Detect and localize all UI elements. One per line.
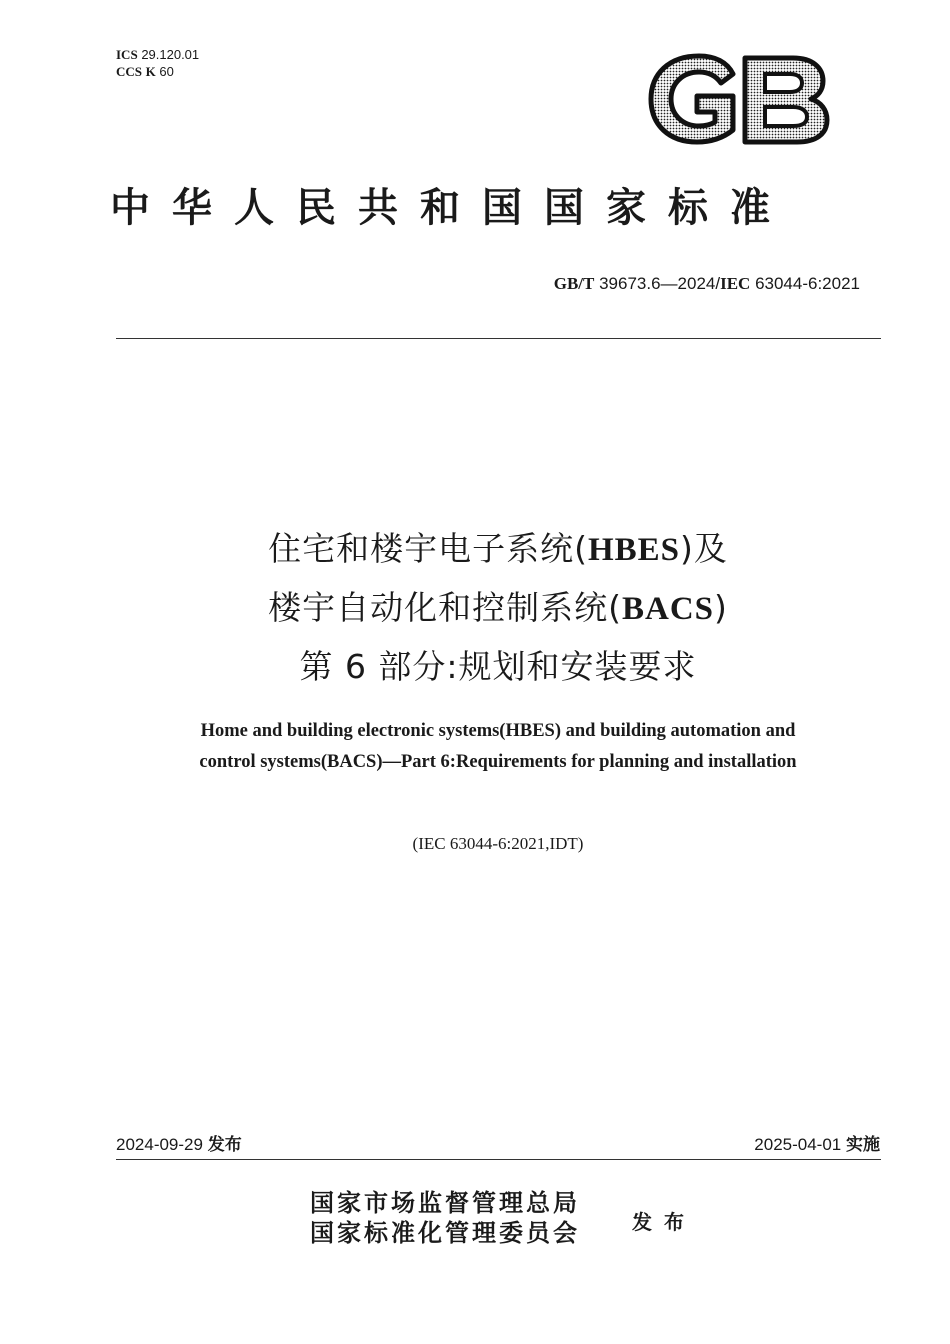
ics-line — [116, 46, 199, 63]
classification-codes — [116, 46, 199, 80]
issue-word: 发布 — [632, 1210, 696, 1234]
iec-code: 63044-6:2021 — [755, 274, 860, 293]
national-standard-title: 中华人民共和国国家标准 — [110, 184, 792, 231]
ccs-value: 60 — [159, 64, 174, 79]
implement-label: 实施 — [846, 1135, 880, 1155]
publish-date — [116, 1130, 242, 1155]
cn-title-line2-text: 楼宇自动化和控制系统( — [268, 588, 622, 627]
chinese-title-line-3: 第 6 部分:规划和安装要求 — [299, 647, 697, 686]
cn-title-line1-text: 住宅和楼宇电子系统( — [268, 529, 588, 568]
implement-date — [754, 1130, 880, 1155]
ics-value: 29.120.01 — [141, 47, 200, 62]
chinese-title — [100, 520, 896, 695]
standard-code: 39673.6—2024/ — [599, 274, 721, 293]
english-title-line-2: control systems(BACS)—Part 6:Requirements for planning and installation — [199, 752, 797, 772]
english-title — [100, 716, 896, 778]
iec-label: IEC — [720, 274, 751, 293]
equivalence-note: (IEC 63044-6:2021,IDT) — [412, 834, 584, 853]
gb-logo-graphic — [645, 52, 831, 146]
ccs-line — [116, 63, 199, 80]
ics-label: ICS — [116, 47, 138, 62]
publish-date-value: 2024-09-29 — [116, 1135, 203, 1154]
cn-title-line1-abbr: HBES — [587, 532, 681, 568]
english-title-line-1: Home and building electronic systems(HBES) and building automation and — [200, 721, 796, 741]
gb-logo — [645, 52, 831, 146]
implement-date-value: 2025-04-01 — [754, 1135, 842, 1154]
issuer-samr: 国家市场监督管理总局 — [310, 1188, 580, 1217]
cn-title-line2-end: ) — [714, 588, 728, 627]
standard-number — [554, 274, 860, 294]
chinese-title-line-2 — [100, 579, 896, 638]
issuer-sac: 国家标准化管理委员会 — [310, 1218, 580, 1247]
publish-label: 发布 — [207, 1135, 242, 1155]
cn-title-line1-end: )及 — [680, 529, 728, 568]
bottom-divider — [116, 1159, 881, 1160]
top-divider — [116, 338, 881, 339]
standard-prefix: GB/T — [553, 274, 595, 293]
ccs-k: K — [145, 64, 156, 79]
ccs-label: CCS — [116, 64, 143, 79]
cn-title-line2-abbr: BACS — [621, 591, 715, 627]
issuing-authorities — [310, 1188, 580, 1248]
chinese-title-line-1 — [100, 520, 896, 579]
